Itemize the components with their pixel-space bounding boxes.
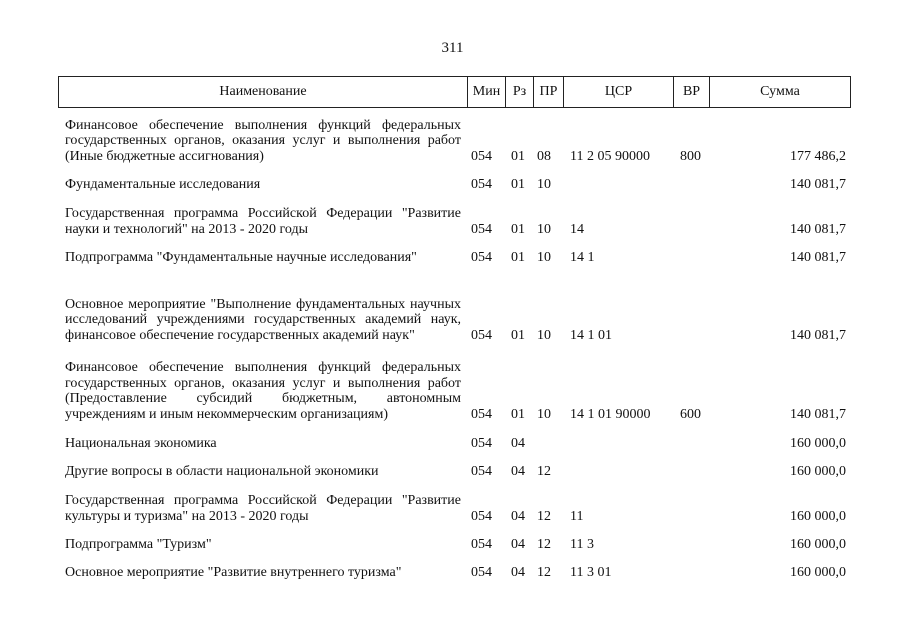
- header-csr: ЦСР: [563, 77, 673, 107]
- table-row: [58, 463, 851, 479]
- row-sum: 177 486,2: [790, 148, 846, 164]
- row-sum: 160 000,0: [790, 463, 846, 479]
- table-row: [58, 435, 851, 451]
- row-pr: 12: [537, 564, 551, 580]
- row-sum: 160 000,0: [790, 536, 846, 552]
- row-name: Фундаментальные исследования: [65, 176, 261, 192]
- header-min: Мин: [467, 77, 505, 107]
- table-row: [58, 176, 851, 192]
- row-pr: 10: [537, 406, 551, 422]
- row-min: 054: [471, 564, 492, 580]
- header-vr: ВР: [673, 77, 709, 107]
- header-pr: ПР: [533, 77, 563, 107]
- row-pr: 10: [537, 249, 551, 265]
- row-sum: 140 081,7: [790, 249, 846, 265]
- row-rz: 01: [511, 406, 525, 422]
- row-rz: 04: [511, 564, 525, 580]
- row-name: Подпрограмма "Фундаментальные научные исследования": [65, 249, 417, 265]
- table-row: [58, 492, 851, 524]
- row-sum: 160 000,0: [790, 564, 846, 580]
- row-min: 054: [471, 176, 492, 192]
- row-name: Государственная программа Российской Федерации "Развитие науки и технологий" на 2013 - 2020 годы: [65, 206, 461, 237]
- row-name: Основное мероприятие "Выполнение фундаментальных научных исследований учреждениями государственных академий наук, финансовое обеспечение государственных академий наук": [65, 296, 461, 343]
- row-pr: 08: [537, 148, 551, 164]
- row-name: Финансовое обеспечение выполнения функций федеральных государственных органов, оказания услуг и выполнения работ (Иные бюджетные ассигнования): [65, 117, 461, 164]
- row-pr: 10: [537, 176, 551, 192]
- row-csr: 11: [570, 508, 584, 524]
- row-pr: 12: [537, 463, 551, 479]
- row-sum: 160 000,0: [790, 508, 846, 524]
- table-row: [58, 564, 851, 580]
- header-name: Наименование: [219, 84, 307, 99]
- table-row: [58, 356, 851, 422]
- row-min: 054: [471, 435, 492, 451]
- row-pr: 10: [537, 221, 551, 237]
- row-csr: 11 2 05 90000: [570, 148, 650, 164]
- row-sum: 160 000,0: [790, 435, 846, 451]
- row-min: 054: [471, 536, 492, 552]
- table-header: [58, 76, 851, 108]
- row-name: Государственная программа Российской Федерации "Развитие культуры и туризма" на 2013 - 2020 годы: [65, 493, 461, 524]
- table-row: [58, 536, 851, 552]
- row-rz: 01: [511, 221, 525, 237]
- row-name: Подпрограмма "Туризм": [65, 536, 212, 552]
- row-rz: 01: [511, 327, 525, 343]
- row-csr: 14 1 01 90000: [570, 406, 651, 422]
- row-csr: 14 1: [570, 249, 595, 265]
- row-name: Другие вопросы в области национальной экономики: [65, 463, 379, 479]
- row-csr: 11 3: [570, 536, 594, 552]
- row-name: Финансовое обеспечение выполнения функций федеральных государственных органов, оказания услуг и выполнения работ (Предоставление субсидий бюджетным, автономным учреждениям и иным некоммерческим организациям): [65, 360, 461, 422]
- table-row: [58, 277, 851, 343]
- row-min: 054: [471, 508, 492, 524]
- row-sum: 140 081,7: [790, 327, 846, 343]
- row-rz: 01: [511, 249, 525, 265]
- row-sum: 140 081,7: [790, 221, 846, 237]
- row-vr: 600: [680, 406, 701, 422]
- row-rz: 04: [511, 508, 525, 524]
- page-number: 311: [441, 40, 464, 56]
- row-name: Основное мероприятие "Развитие внутреннего туризма": [65, 564, 402, 580]
- row-sum: 140 081,7: [790, 406, 846, 422]
- row-csr: 14: [570, 221, 584, 237]
- row-rz: 01: [511, 148, 525, 164]
- header-rz: Рз: [505, 77, 533, 107]
- row-rz: 04: [511, 435, 525, 451]
- table-row: [58, 205, 851, 237]
- row-min: 054: [471, 221, 492, 237]
- row-rz: 01: [511, 176, 525, 192]
- row-min: 054: [471, 463, 492, 479]
- table-row: [58, 249, 851, 265]
- header-sum: Сумма: [709, 77, 850, 107]
- row-pr: 12: [537, 536, 551, 552]
- row-min: 054: [471, 406, 492, 422]
- row-min: 054: [471, 148, 492, 164]
- row-csr: 11 3 01: [570, 564, 612, 580]
- row-pr: 10: [537, 327, 551, 343]
- row-rz: 04: [511, 463, 525, 479]
- row-csr: 14 1 01: [570, 327, 612, 343]
- row-pr: 12: [537, 508, 551, 524]
- table-row: [58, 112, 851, 164]
- row-vr: 800: [680, 148, 701, 164]
- row-min: 054: [471, 249, 492, 265]
- row-name: Национальная экономика: [65, 435, 217, 451]
- row-rz: 04: [511, 536, 525, 552]
- row-sum: 140 081,7: [790, 176, 846, 192]
- row-min: 054: [471, 327, 492, 343]
